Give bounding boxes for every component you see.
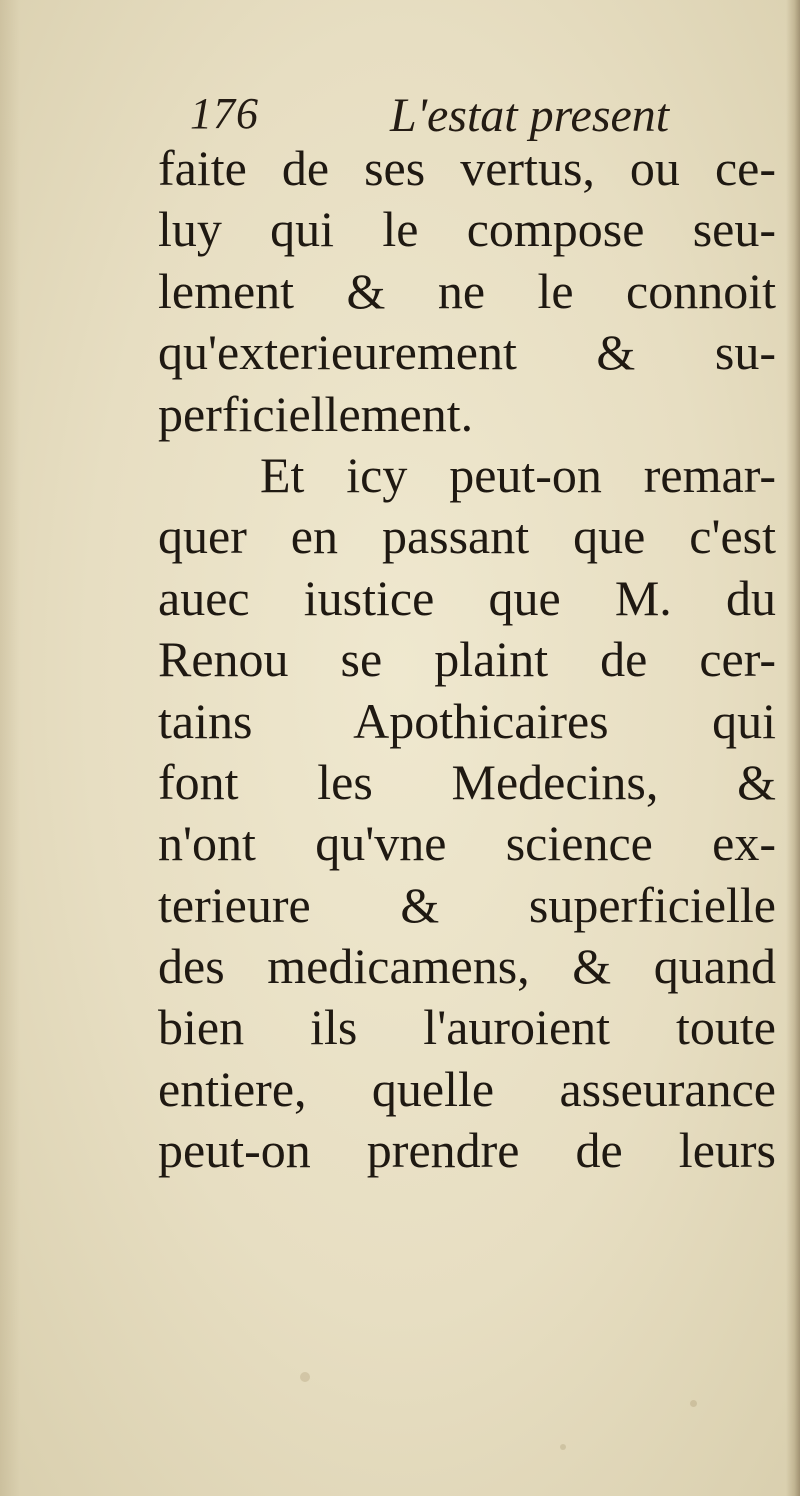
- text-line: auec iustice que M. du: [158, 569, 776, 626]
- text-line: peut-on prendre de leurs: [158, 1122, 776, 1179]
- text-line: Et icy peut-on remar-: [260, 446, 776, 503]
- text-line: faite de ses vertus, ou ce-: [158, 140, 776, 196]
- text-line: tains Apothicaires qui: [158, 692, 776, 749]
- text-line: des medicamens, & quand: [158, 938, 776, 995]
- text-line: font les Medecins, &: [158, 753, 776, 810]
- text-line: lement & ne le connoit: [158, 262, 776, 319]
- text-line: n'ont qu'vne science ex-: [158, 815, 776, 872]
- foxing-spot: [560, 1444, 566, 1450]
- text-line: entiere, quelle asseurance: [158, 1060, 776, 1117]
- text-line: terieure & superficielle: [158, 876, 776, 933]
- text-line: Renou se plaint de cer-: [158, 631, 776, 688]
- text-line: luy qui le compose seu-: [158, 201, 776, 258]
- text-line: quer en passant que c'est: [158, 508, 776, 565]
- foxing-spot: [690, 1400, 697, 1407]
- page-left-shadow: [0, 0, 20, 1496]
- foxing-spot: [300, 1372, 310, 1382]
- text-line: qu'exterieurement & su-: [158, 324, 776, 381]
- page-number: 176: [190, 89, 259, 138]
- running-title: L'estat present: [390, 89, 670, 142]
- text-line: perficiellement.: [158, 385, 474, 442]
- text-line: bien ils l'auroient toute: [158, 999, 776, 1056]
- body-text: [158, 138, 776, 1182]
- page-right-shadow: [786, 0, 800, 1496]
